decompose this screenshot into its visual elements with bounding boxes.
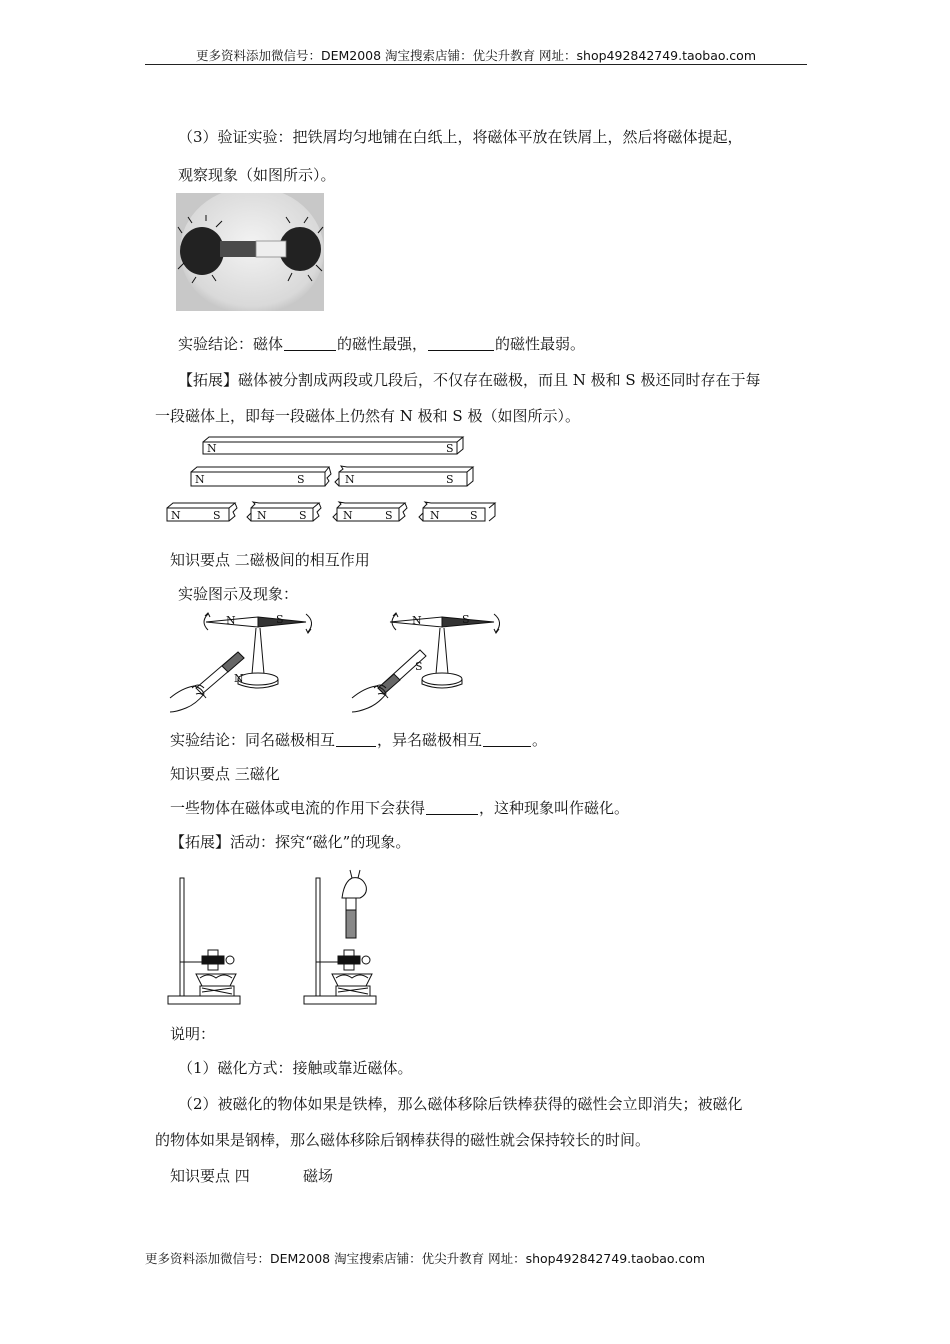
needle-south-label: S <box>276 613 284 626</box>
note2-line1: （2）被磁化的物体如果是铁棒，那么磁体移除后铁棒获得的磁性会立即消失；被磁化 <box>178 1095 743 1113</box>
compass-right <box>352 613 500 712</box>
magnet-whole <box>203 437 463 455</box>
note-title: 说明： <box>170 1025 216 1043</box>
pole-label: N <box>257 509 267 522</box>
stand-left <box>168 878 240 1004</box>
magnetization-figure <box>166 868 396 1014</box>
point3-extension: 【拓展】活动：探究“磁化”的现象。 <box>170 833 411 851</box>
extension1-line1: 【拓展】磁体被分割成两段或几段后，不仅存在磁极，而且 N 极和 S 极还同时存在于每 <box>178 371 761 389</box>
magnet-quarter-3 <box>333 502 407 522</box>
point3-sentence: 一些物体在磁体或电流的作用下会获得 ，这种现象叫作磁化。 <box>170 799 630 817</box>
pole-label: N <box>343 509 353 522</box>
magnet-half-right <box>335 466 473 486</box>
point2-figure-label: 实验图示及现象： <box>178 585 299 603</box>
pole-interaction-figure <box>166 608 516 722</box>
pole-label: N <box>430 509 440 522</box>
blank-like-poles[interactable] <box>336 731 376 747</box>
magnet-quarter-1 <box>167 503 237 522</box>
pole-label: N <box>345 473 355 486</box>
magnet-end-label: N <box>234 672 244 685</box>
pole-label: N <box>207 442 217 455</box>
point2-title: 知识要点 二磁极间的相互作用 <box>170 551 370 569</box>
stand-right <box>304 870 376 1004</box>
magnet-quarter-4 <box>419 502 495 522</box>
compass-left <box>170 613 312 712</box>
needle-north-label: N <box>226 614 236 627</box>
iron-filings-figure <box>176 193 324 315</box>
broken-magnets-figure <box>165 436 505 532</box>
point4-subject: 磁场 <box>303 1167 334 1185</box>
needle-south-label: S <box>462 613 470 626</box>
blank-weakest[interactable] <box>428 335 494 351</box>
pole-label: S <box>297 473 305 486</box>
blank-unlike-poles[interactable] <box>483 731 531 747</box>
point3-title: 知识要点 三磁化 <box>170 765 280 783</box>
pole-label: N <box>195 473 205 486</box>
header-divider <box>145 64 807 65</box>
magnet-half-left <box>191 467 331 486</box>
extension1-line2: 一段磁体上，即每一段磁体上仍然有 N 极和 S 极（如图所示）。 <box>155 407 580 425</box>
pole-label: S <box>446 442 454 455</box>
section3-line1: （3）验证实验：把铁屑均匀地铺在白纸上，将磁体平放在铁屑上，然后将磁体提起， <box>178 128 743 146</box>
point2-conclusion: 实验结论：同名磁极相互 ，异名磁极相互 。 <box>170 731 548 749</box>
needle-north-label: N <box>412 614 422 627</box>
magnet-end-label: S <box>415 660 423 673</box>
pole-label: S <box>213 509 221 522</box>
section3-line2: 观察现象（如图所示）。 <box>178 166 336 184</box>
pole-label: S <box>299 509 307 522</box>
blank-strongest[interactable] <box>284 335 336 351</box>
pole-label: N <box>171 509 181 522</box>
pole-label: S <box>385 509 393 522</box>
magnet-quarter-2 <box>247 502 321 522</box>
page-header: 更多资料添加微信号：DEM2008 淘宝搜索店铺：优尖升教育 网址：shop492842749.taobao.com <box>195 48 757 63</box>
pole-label: S <box>446 473 454 486</box>
note2-line2: 的物体如果是钢棒，那么磁体移除后钢棒获得的磁性就会保持较长的时间。 <box>155 1131 651 1149</box>
section3-conclusion: 实验结论：磁体 的磁性最强， 的磁性最弱。 <box>178 335 586 353</box>
point4-title: 知识要点 四 <box>170 1167 250 1185</box>
note1: （1）磁化方式：接触或靠近磁体。 <box>178 1059 413 1077</box>
page-footer: 更多资料添加微信号：DEM2008 淘宝搜索店铺：优尖升教育 网址：shop492842749.taobao.com <box>145 1251 706 1266</box>
pole-label: S <box>470 509 478 522</box>
blank-magnetism[interactable] <box>426 799 478 815</box>
